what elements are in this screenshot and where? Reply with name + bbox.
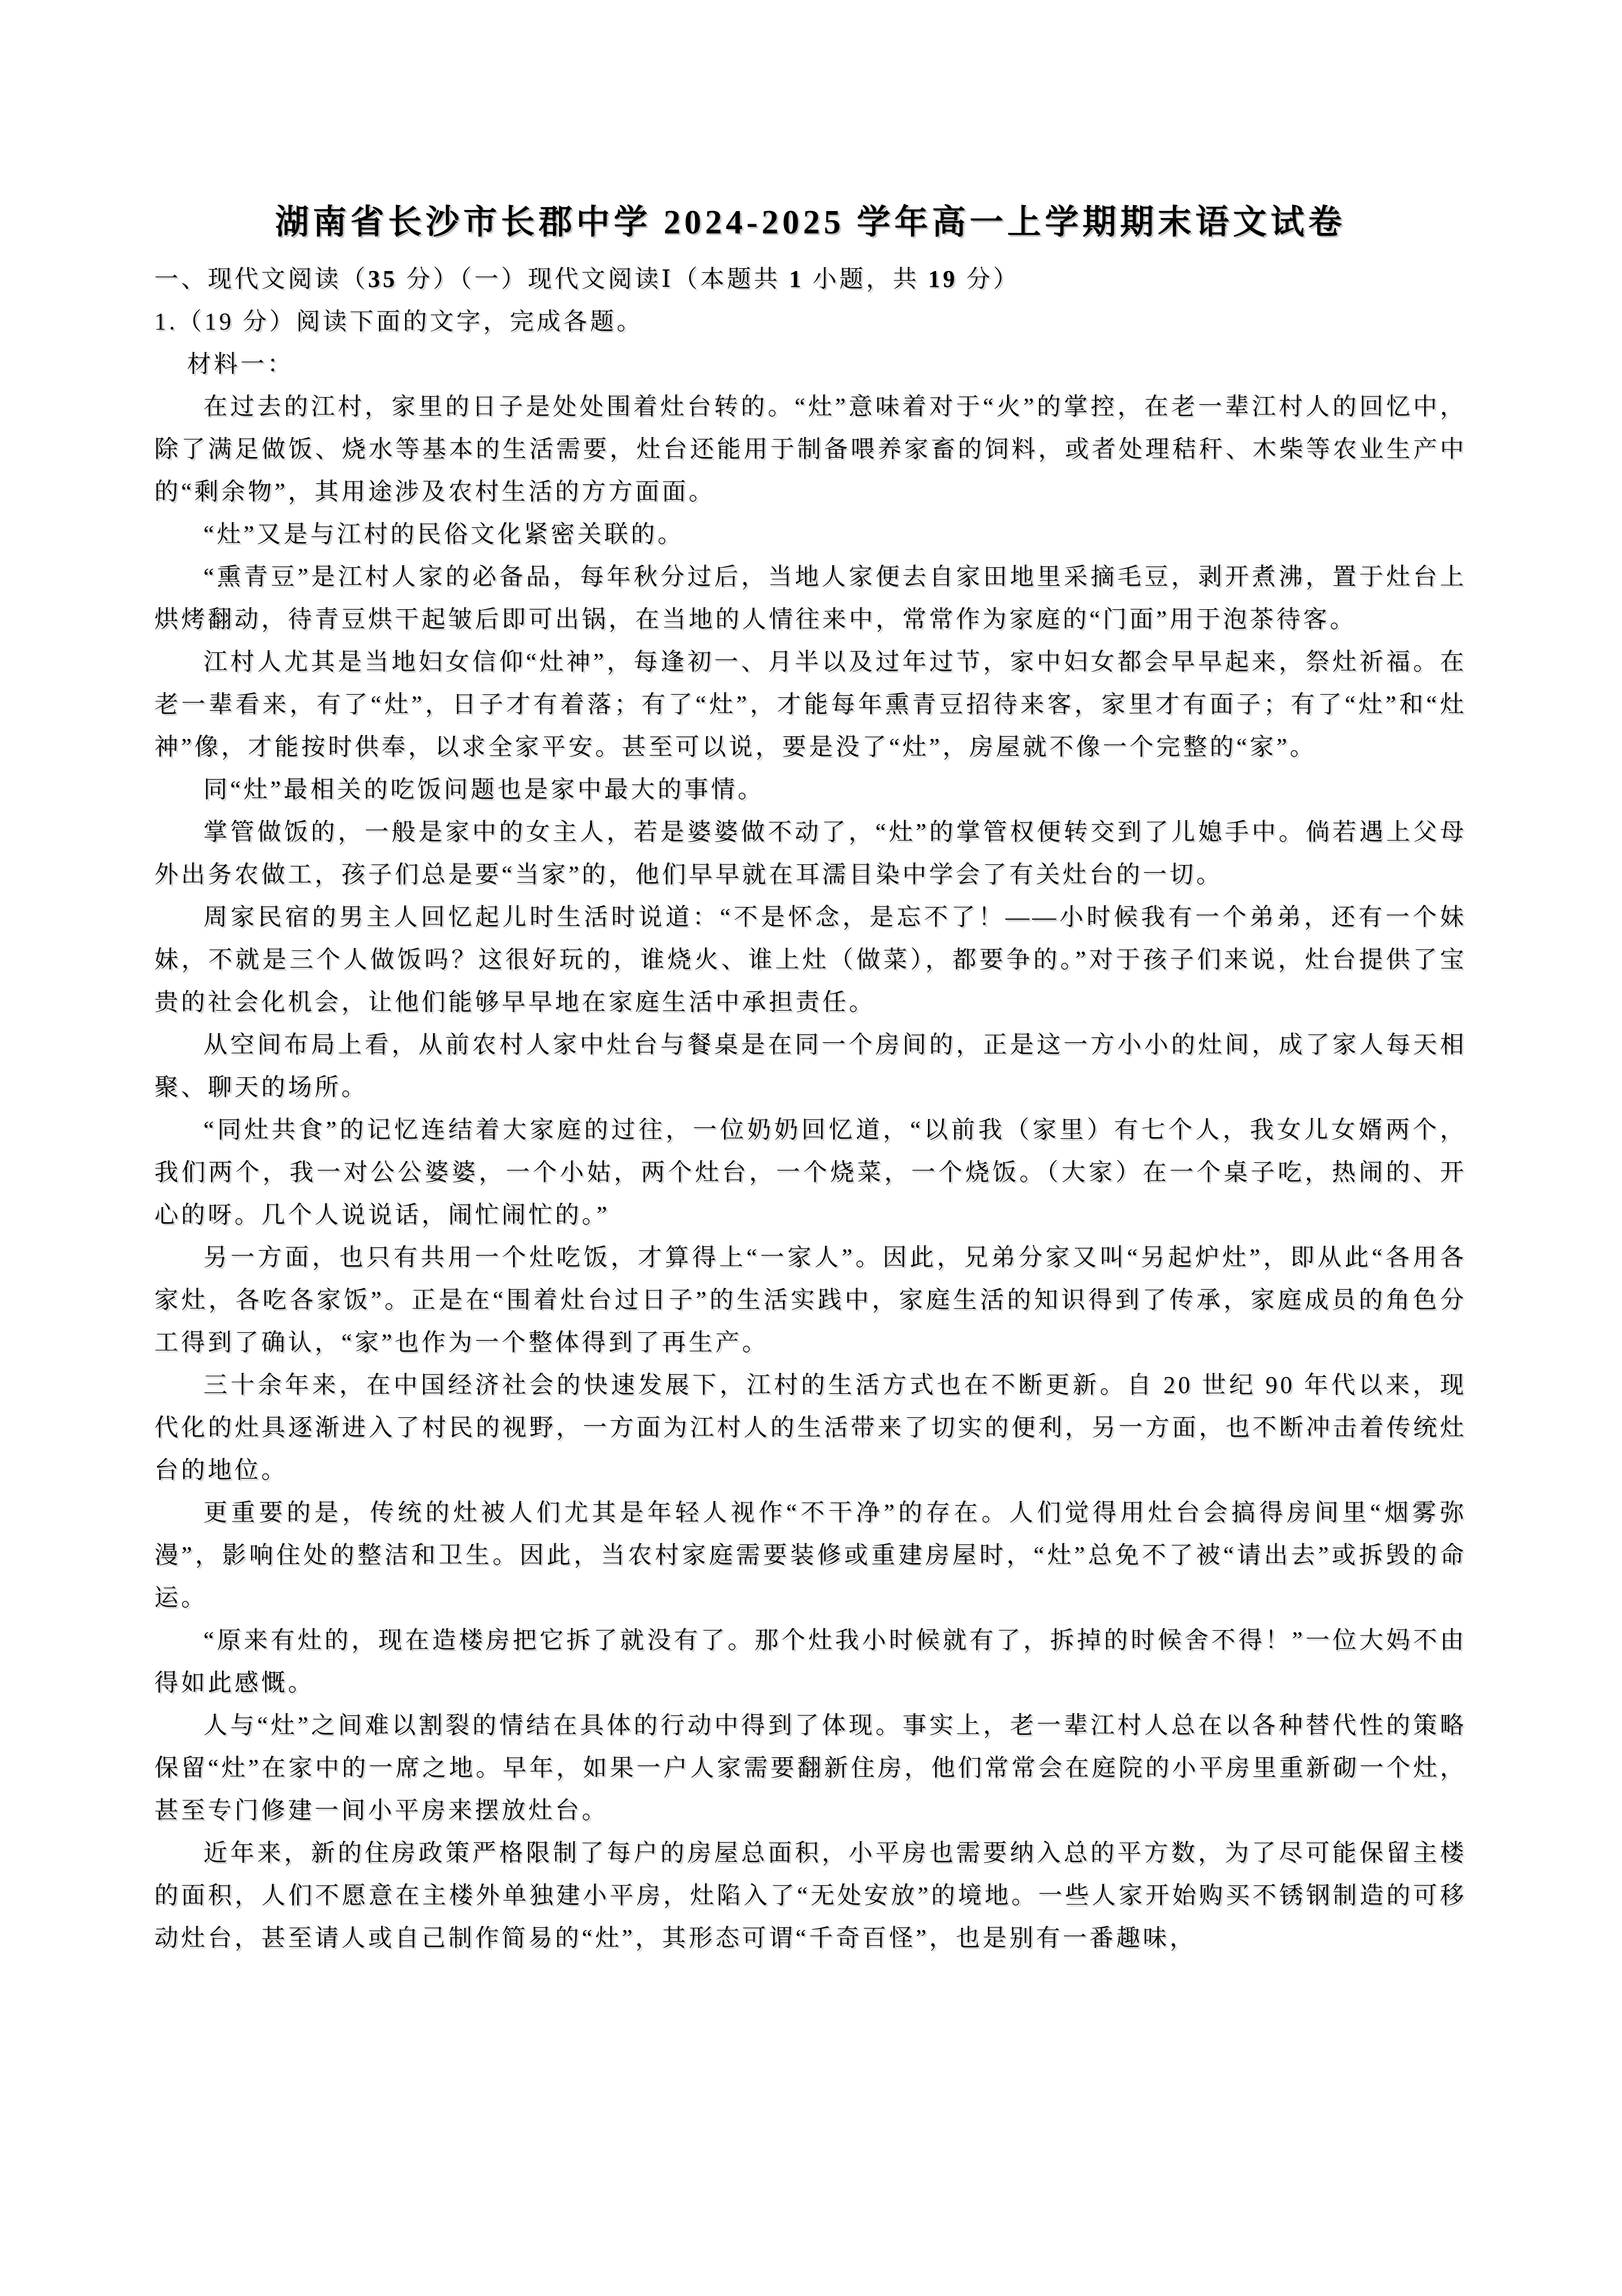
- document-title: 湖南省长沙市长郡中学 2024-2025 学年高一上学期期末语文试卷: [275, 204, 1346, 241]
- section-heading-text: 分）: [957, 265, 1020, 292]
- material-1-paragraph: 另一方面，也只有共用一个灶吃饭，才算得上“一家人”。因此，兄弟分家又叫“另起炉灶”，即从此“各用各家灶，各吃各家饭”。正是在“围着灶台过日子”的生活实践中，家庭生活的知识得到了传承，家庭成员的角色分工得到了确认，“家”也作为一个整体得到了再生产。: [154, 1243, 1467, 1356]
- question-1-intro: 1.（19 分）阅读下面的文字，完成各题。: [154, 308, 643, 335]
- section-total-points: 19: [928, 265, 958, 292]
- section-heading-text: 分）（一）现代文阅读Ⅰ（本题共: [397, 265, 789, 292]
- material-1-paragraph: “原来有灶的，现在造楼房把它拆了就没有了。那个灶我小时候就有了，拆掉的时候舍不得！”一位大妈不由得如此感慨。: [154, 1626, 1467, 1696]
- section-question-count: 1: [789, 265, 804, 292]
- material-1-paragraph: “熏青豆”是江村人家的必备品，每年秋分过后，当地人家便去自家田地里采摘毛豆，剥开煮沸，置于灶台上烘烤翻动，待青豆烘干起皱后即可出锅，在当地的人情往来中，常常作为家庭的“门面”用于泡茶待客。: [154, 563, 1467, 633]
- material-1-paragraph: 三十余年来，在中国经济社会的快速发展下，江村的生活方式也在不断更新。自 20 世纪 90 年代以来，现代化的灶具逐渐进入了村民的视野，一方面为江村人的生活带来了切实的便利，另一方面，也不断冲击着传统灶台的地位。: [154, 1371, 1467, 1483]
- material-1-paragraph: “灶”又是与江村的民俗文化紧密关联的。: [203, 520, 685, 548]
- section-points-value: 35: [368, 265, 397, 292]
- document-body: [154, 258, 1467, 1960]
- material-1-paragraph: 江村人尤其是当地妇女信仰“灶神”，每逢初一、月半以及过年过节，家中妇女都会早早起来，祭灶祈福。在老一辈看来，有了“灶”，日子才有着落；有了“灶”，才能每年熏青豆招待来客，家里才有面子；有了“灶”和“灶神”像，才能按时供奉，以求全家平安。甚至可以说，要是没了“灶”，房屋就不像一个完整的“家”。: [154, 648, 1467, 760]
- material-1-paragraph: “同灶共食”的记忆连结着大家庭的过往，一位奶奶回忆道，“以前我（家里）有七个人，我女儿女婿两个，我们两个，我一对公公婆婆，一个小姑，两个灶台，一个烧菜，一个烧饭。（大家）在一个桌子吃，热闹的、开心的呀。几个人说说话，闹忙闹忙的。”: [154, 1116, 1467, 1228]
- material-1-paragraph: 在过去的江村，家里的日子是处处围着灶台转的。“灶”意味着对于“火”的掌控，在老一辈江村人的回忆中，除了满足做饭、烧水等基本的生活需要，灶台还能用于制备喂养家畜的饲料，或者处理秸秆、木柴等农业生产中的“剩余物”，其用途涉及农村生活的方方面面。: [154, 393, 1467, 505]
- material-1-label: 材料一：: [187, 350, 294, 377]
- material-1-paragraph: 更重要的是，传统的灶被人们尤其是年轻人视作“不干净”的存在。人们觉得用灶台会搞得房间里“烟雾弥漫”，影响住处的整洁和卫生。因此，当农村家庭需要装修或重建房屋时，“灶”总免不了被“请出去”或拆毁的命运。: [154, 1499, 1467, 1611]
- section-heading: [154, 258, 1467, 300]
- material-1-paragraph: 周家民宿的男主人回忆起儿时生活时说道：“不是怀念，是忘不了！——小时候我有一个弟弟，还有一个妹妹，不就是三个人做饭吗？这很好玩的，谁烧火、谁上灶（做菜），都要争的。”对于孩子们来说，灶台提供了宝贵的社会化机会，让他们能够早早地在家庭生活中承担责任。: [154, 903, 1467, 1015]
- section-heading-text: 一、现代文阅读（: [154, 265, 368, 292]
- material-1-paragraph: 人与“灶”之间难以割裂的情结在具体的行动中得到了体现。事实上，老一辈江村人总在以各种替代性的策略保留“灶”在家中的一席之地。早年，如果一户人家需要翻新住房，他们常常会在庭院的小平房里重新砌一个灶，甚至专门修建一间小平房来摆放灶台。: [154, 1711, 1467, 1824]
- material-1-paragraph: 同“灶”最相关的吃饭问题也是家中最大的事情。: [203, 776, 765, 803]
- material-1-paragraph: 掌管做饭的，一般是家中的女主人，若是婆婆做不动了，“灶”的掌管权便转交到了儿媳手中。倘若遇上父母外出务农做工，孩子们总是要“当家”的，他们早早就在耳濡目染中学会了有关灶台的一切。: [154, 818, 1467, 888]
- material-1-paragraph: 近年来，新的住房政策严格限制了每户的房屋总面积，小平房也需要纳入总的平方数，为了尽可能保留主楼的面积，人们不愿意在主楼外单独建小平房，灶陷入了“无处安放”的境地。一些人家开始购买不锈钢制造的可移动灶台，甚至请人或自己制作简易的“灶”，其形态可谓“千奇百怪”，也是别有一番趣味，: [154, 1839, 1467, 1951]
- material-1-paragraph: 从空间布局上看，从前农村人家中灶台与餐桌是在同一个房间的，正是这一方小小的灶间，成了家人每天相聚、聊天的场所。: [154, 1031, 1467, 1101]
- section-heading-text: 小题，共: [804, 265, 928, 292]
